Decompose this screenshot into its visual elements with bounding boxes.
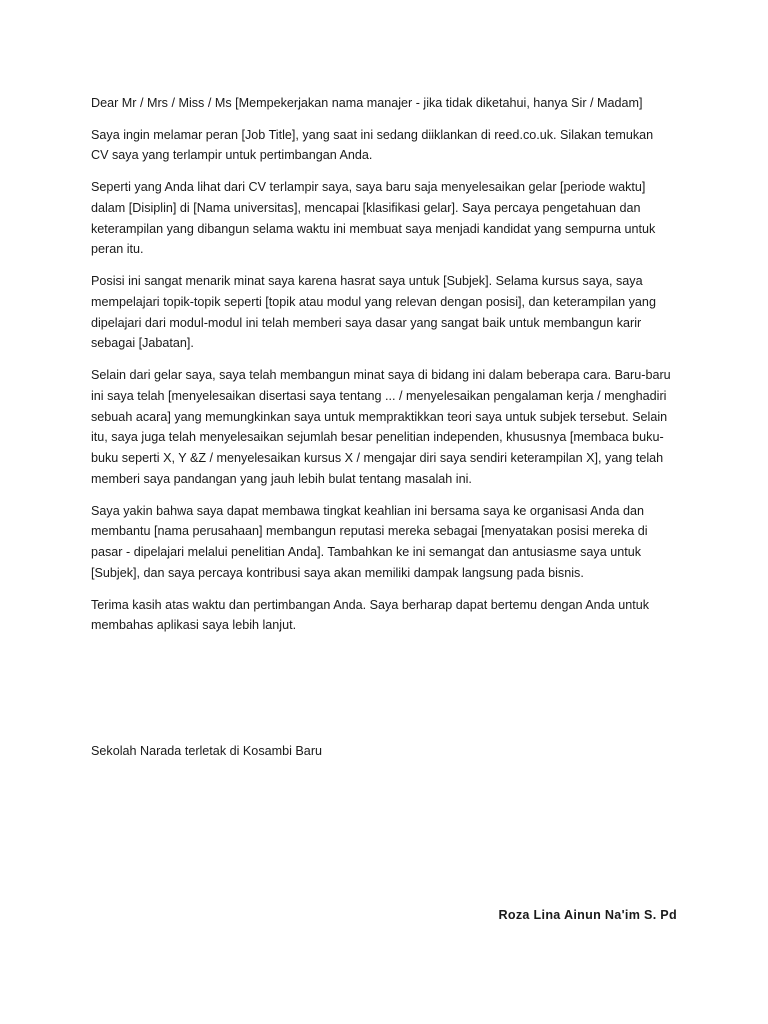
signature: Roza Lina Ainun Na'im S. Pd — [498, 908, 677, 922]
closing-paragraph: Terima kasih atas waktu dan pertimbangan Anda. Saya berharap dapat bertemu dengan Anda untuk membahas aplikasi saya lebih lanjut. — [91, 597, 649, 633]
location-line: Sekolah Narada terletak di Kosambi Baru — [91, 744, 323, 758]
paragraph-1: Saya ingin melamar peran [Job Title], yang saat ini sedang diiklankan di reed.co.uk. Silakan temukan CV saya yang terlampir untuk pertimbangan Anda. — [91, 127, 654, 163]
salutation: Dear Mr / Mrs / Miss / Ms [Mempekerjakan nama manajer - jika tidak diketahui, hanya Sir / Madam] — [91, 96, 643, 110]
paragraph-4: Selain dari gelar saya, saya telah membangun minat saya di bidang ini dalam beberapa cara. Baru-baru ini saya telah [menyelesaikan disertasi saya tentang ... / menyelesaikan pengalaman kerja / menghadiri sebuah acara] yang memungkinkan saya untuk mempraktikkan teori saya untuk subjek tersebut. Selain itu, saya juga telah menyelesaikan sejumlah besar penelitian independen, khususnya [membaca buku-buku seperti X, Y &Z / menyelesaikan kursus X / mengajar diri saya sendiri keterampilan X], yang telah memberi saya pandangan yang jauh lebih bulat tentang masalah ini. — [91, 367, 671, 486]
paragraph-5: Saya yakin bahwa saya dapat membawa tingkat keahlian ini bersama saya ke organisasi Anda dan membantu [nama perusahaan] membangun reputasi mereka sebagai [menyatakan posisi mereka di pasar - dipelajari melalui penelitian Anda]. Tambahkan ke ini semangat dan antusiasme saya untuk [Subjek], dan saya percaya kontribusi saya akan memiliki dampak langsung pada bisnis. — [91, 503, 648, 580]
paragraph-2: Seperti yang Anda lihat dari CV terlampir saya, saya baru saja menyelesaikan gelar [periode waktu] dalam [Disiplin] di [Nama universitas], mencapai [klasifikasi gelar]. Saya percaya pengetahuan dan keterampilan yang dibangun selama waktu ini membuat saya menjadi kandidat yang sempurna untuk peran itu. — [91, 179, 656, 257]
paragraph-3: Posisi ini sangat menarik minat saya karena hasrat saya untuk [Subjek]. Selama kursus saya, saya mempelajari topik-topik seperti [topik atau modul yang relevan dengan posisi], dan keterampilan yang dipelajari dari modul-modul ini telah memberi saya dasar yang sangat baik untuk membangun karir sebagai [Jabatan]. — [91, 273, 656, 351]
letter-body — [91, 93, 673, 647]
